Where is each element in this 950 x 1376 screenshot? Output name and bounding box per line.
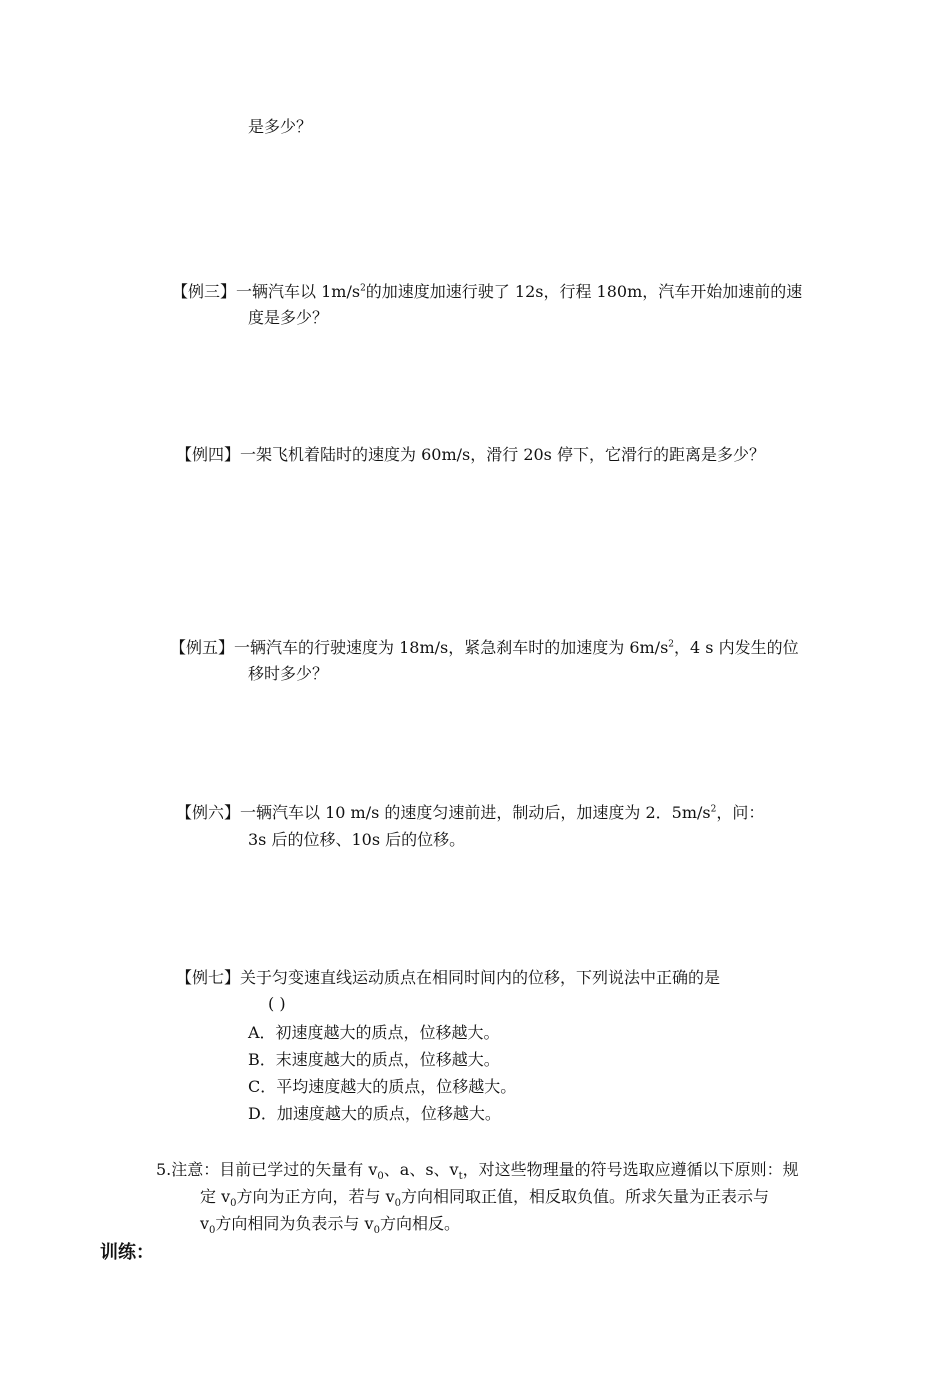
note-5-line-1 [156, 1159, 799, 1181]
example-5-text: 一辆汽车的行驶速度为 18m/s，紧急刹车时的加速度为 6m/s [234, 638, 669, 657]
example-7-option-c: C．平均速度越大的质点，位移越大。 [248, 1077, 517, 1096]
example-7-option-d: D．加速度越大的质点，位移越大。 [248, 1104, 501, 1123]
continued-question-text: 是多少？ [248, 117, 313, 136]
subscript-zero: 0 [373, 1225, 380, 1237]
subscript-zero: 0 [394, 1198, 402, 1210]
note-text: 方向相同为负表示与 v [215, 1214, 374, 1233]
note-text: ，对这些物理量的符号选取应遵循以下原则：规 [462, 1160, 799, 1179]
example-7-text: 关于匀变速直线运动质点在相同时间内的位移，下列说法中正确的是 [240, 968, 721, 987]
example-4-label: 【例四】 [176, 445, 241, 464]
note-text: 、a、s、v [383, 1160, 459, 1179]
example-6 [176, 802, 764, 824]
note-number: 5. [156, 1160, 172, 1179]
example-5 [170, 637, 799, 659]
example-6-line-2: 3s 后的位移、10s 后的位移。 [248, 830, 466, 849]
training-heading: 训练： [100, 1242, 154, 1263]
example-5-line-2: 移时多少？ [248, 664, 329, 683]
example-5-superscript: 2 [668, 639, 675, 650]
example-7-answer-blank: ( ) [268, 994, 286, 1013]
example-6-superscript: 2 [710, 804, 717, 815]
example-3-text-cont: 的加速度加速行驶了 12s，行程 180m，汽车开始加速前的速 [365, 282, 803, 301]
note-text: 方向为正方向，若与 v [236, 1187, 395, 1206]
example-3-text: 一辆汽车以 1m/s [236, 282, 361, 301]
subscript-zero: 0 [230, 1198, 237, 1210]
example-7-option-a: A．初速度越大的质点，位移越大。 [248, 1023, 500, 1042]
example-6-text: 一辆汽车以 10 m/s 的速度匀速前进，制动后，加速度为 2．5m/s [240, 803, 711, 822]
note-text: 方向相同取正值，相反取负值。所求矢量为正表示与 [401, 1187, 770, 1206]
example-5-label: 【例五】 [170, 638, 235, 657]
example-7-label: 【例七】 [176, 968, 241, 987]
example-3-line-2: 度是多少？ [248, 308, 329, 327]
example-3-label: 【例三】 [172, 282, 237, 301]
example-7-option-b: B．末速度越大的质点，位移越大。 [248, 1050, 500, 1069]
note-5-line-2 [200, 1186, 769, 1208]
note-text: 注意：目前已学过的矢量有 v [171, 1160, 378, 1179]
note-text: v [200, 1214, 210, 1233]
example-7 [176, 967, 720, 989]
example-3 [172, 281, 802, 303]
example-4-text: 一架飞机着陆时的速度为 60m/s，滑行 20s 停下，它滑行的距离是多少？ [240, 445, 765, 464]
example-4 [176, 444, 765, 466]
example-5-text-cont: ，4 s 内发生的位 [674, 638, 799, 657]
note-text: 方向相反。 [379, 1214, 460, 1233]
note-text: 定 v [200, 1187, 231, 1206]
subscript-zero: 0 [209, 1225, 216, 1237]
subscript-zero: 0 [377, 1171, 384, 1183]
example-6-text-cont: ，问： [716, 803, 765, 822]
note-5-line-3 [200, 1213, 460, 1235]
example-3-superscript: 2 [360, 283, 366, 294]
example-6-label: 【例六】 [176, 803, 241, 822]
subscript-t: t [458, 1171, 463, 1183]
